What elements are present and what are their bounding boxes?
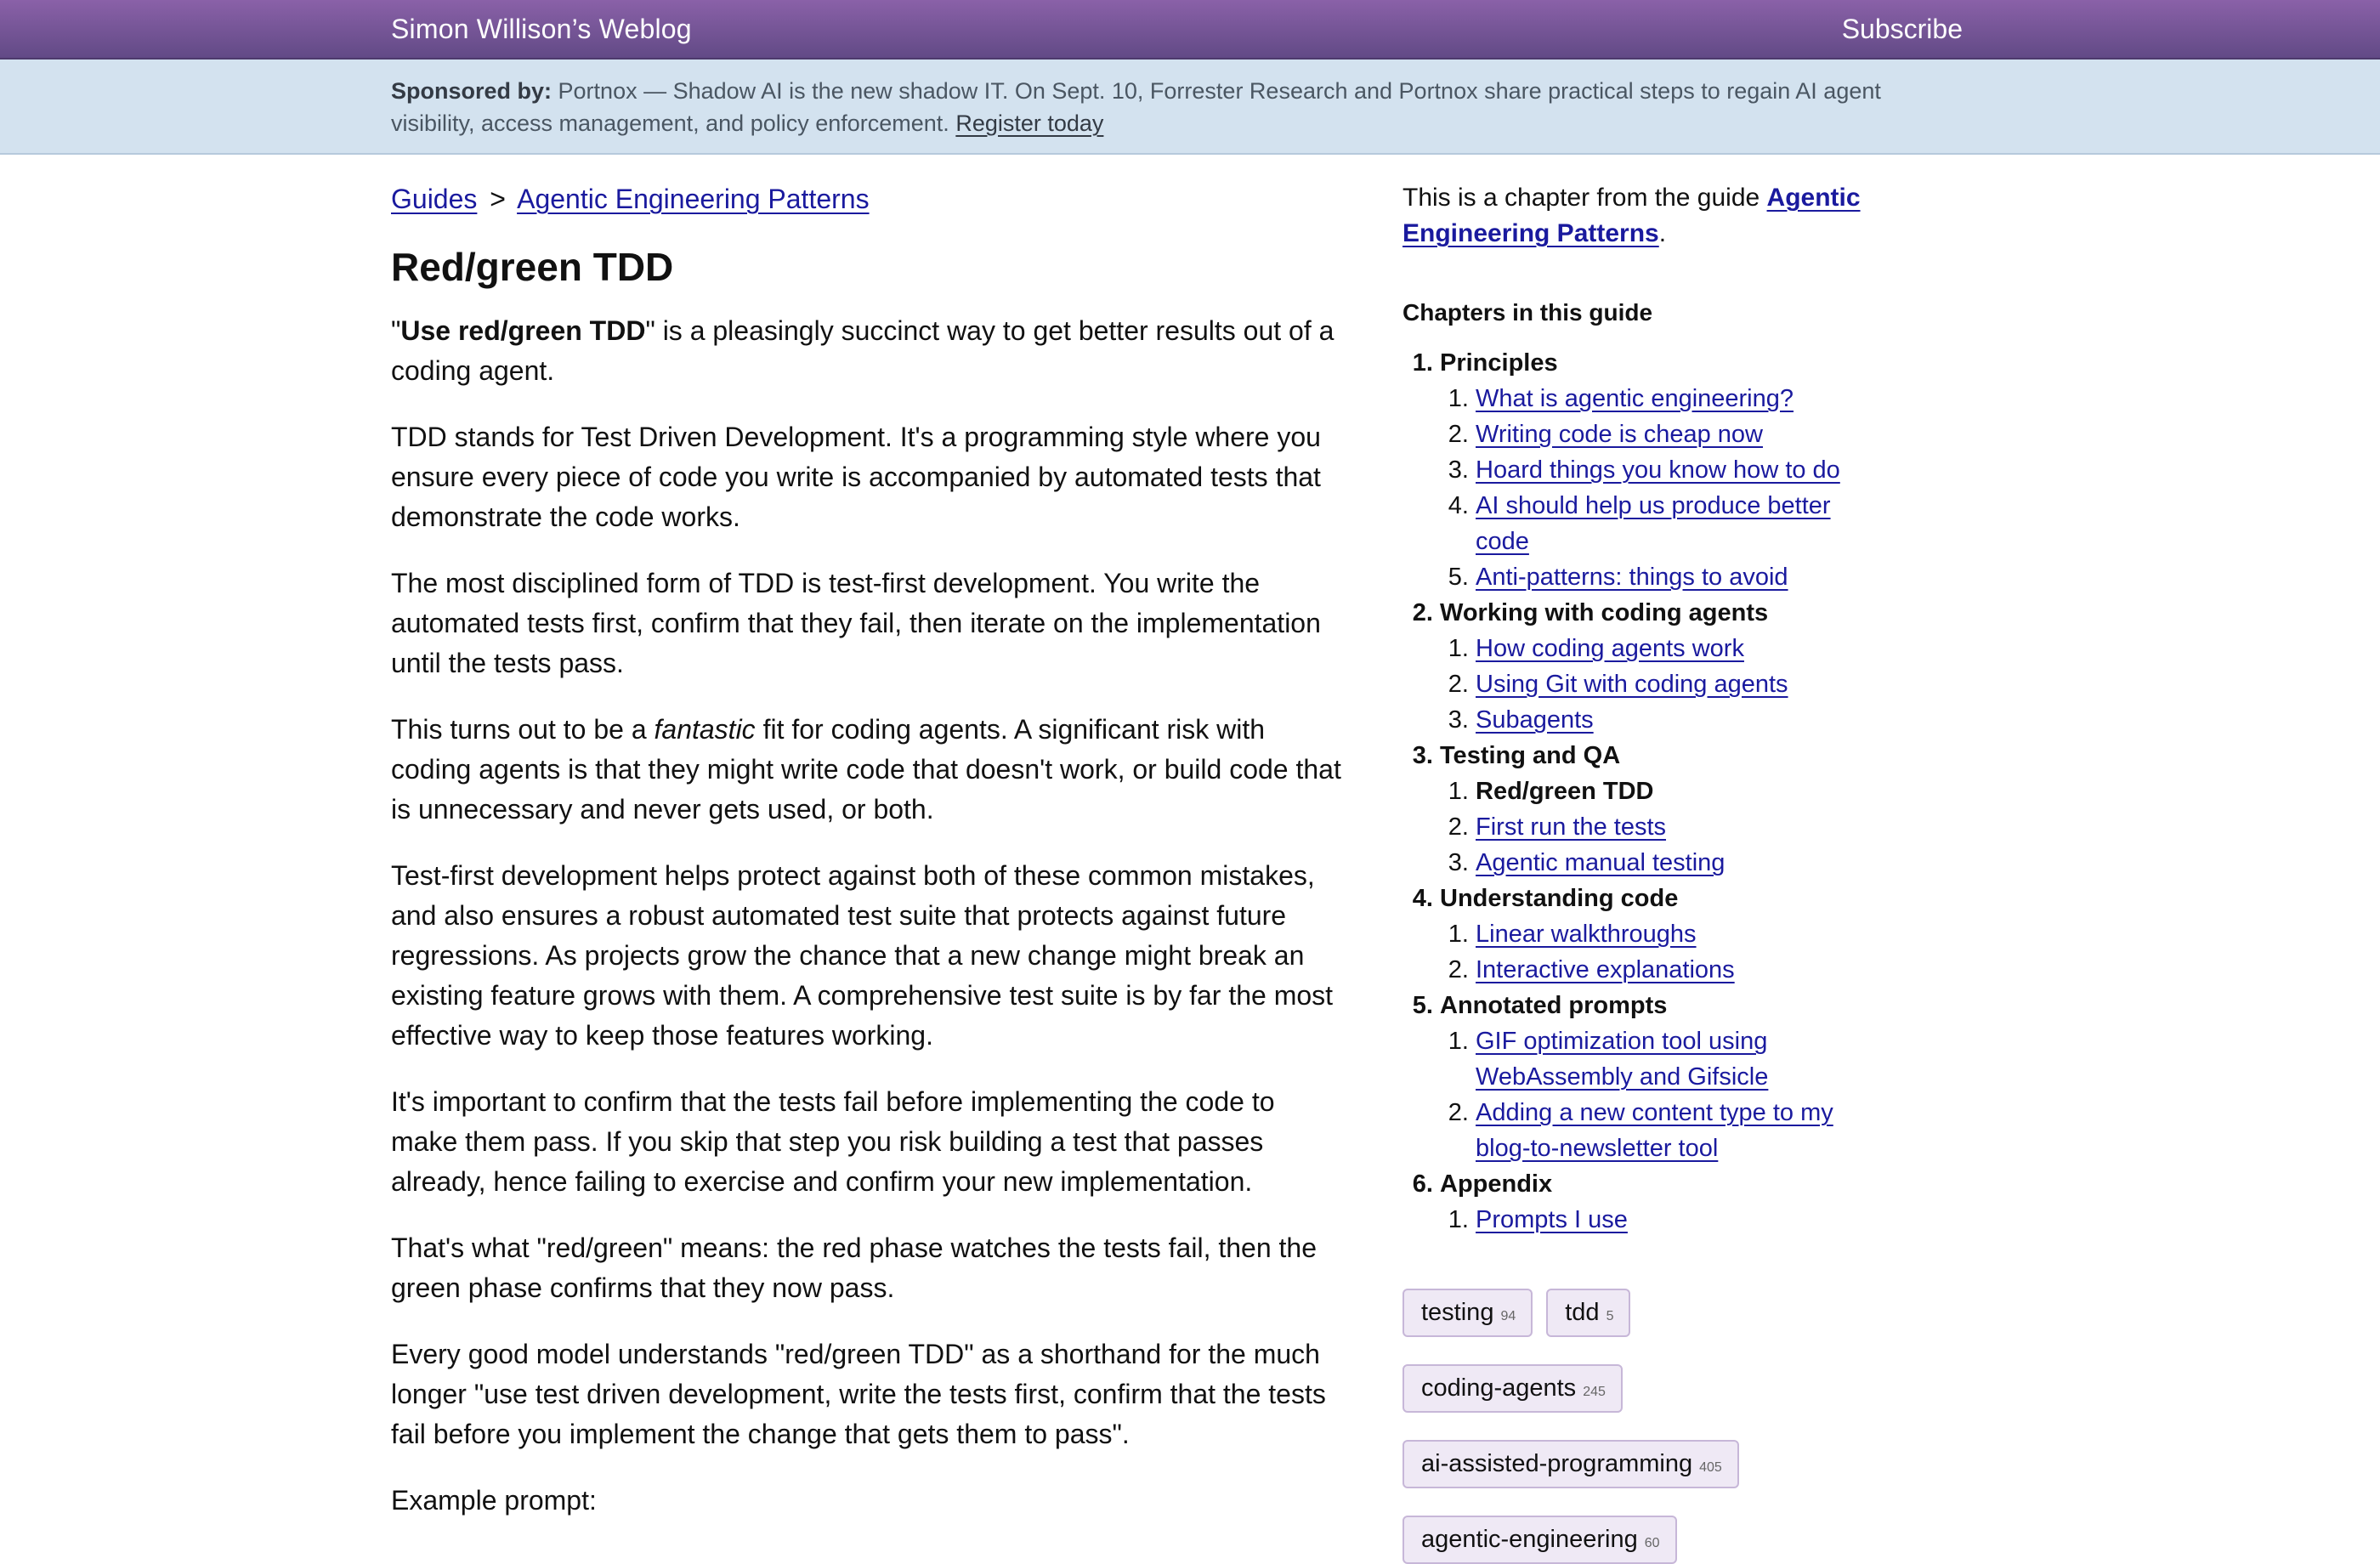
- sidebar: [1402, 180, 1878, 1564]
- chapter-link[interactable]: First run the tests: [1476, 813, 1667, 841]
- chapter-link[interactable]: Linear walkthroughs: [1476, 921, 1697, 948]
- page-title: Red/green TDD: [391, 245, 674, 289]
- tag-count: 5: [1606, 1309, 1614, 1323]
- section-title: Testing and QA: [1440, 742, 1621, 769]
- chapter-link[interactable]: Agentic manual testing: [1476, 849, 1726, 876]
- breadcrumb-guides-link[interactable]: Guides: [391, 184, 478, 214]
- fit-post: fit for coding agents. A significant risk with coding agents is that they might write code that doesn't work, or build code that is unnecessary and never gets used, or both.: [391, 714, 1341, 824]
- chapter-link[interactable]: Anti-patterns: things to avoid: [1476, 564, 1788, 591]
- chapter-link[interactable]: Adding a new content type to my blog-to-newsletter tool: [1476, 1099, 1833, 1162]
- paragraph-fit-for-agents: [391, 710, 1347, 830]
- tag-coding-agents[interactable]: [1402, 1364, 1623, 1413]
- chapter-link[interactable]: Hoard things you know how to do: [1476, 456, 1840, 484]
- tag-list: [1402, 1289, 1878, 1564]
- current-chapter: Red/green TDD: [1476, 778, 1654, 805]
- main-content: [391, 180, 1347, 1547]
- sponsor-label: Sponsored by:: [391, 78, 552, 104]
- chapter-link[interactable]: Prompts I use: [1476, 1206, 1628, 1233]
- section-appendix: [1440, 1166, 1878, 1238]
- fit-pre: This turns out to be a: [391, 714, 654, 745]
- tag-name: testing: [1421, 1299, 1494, 1326]
- quote-open: ": [391, 315, 401, 346]
- section-annotated-prompts: [1440, 988, 1878, 1166]
- chapters-heading: Chapters in this guide: [1402, 299, 1653, 326]
- sidebar-intro: [1402, 180, 1878, 252]
- tag-ai-assisted-programming[interactable]: [1402, 1440, 1739, 1488]
- intro-rest: " is a pleasingly succinct way to get better results out of a coding agent.: [391, 315, 1334, 386]
- chapter-link[interactable]: How coding agents work: [1476, 635, 1744, 662]
- subscribe-link[interactable]: Subscribe: [1841, 14, 1963, 44]
- section-title: Appendix: [1440, 1170, 1553, 1198]
- register-today-link[interactable]: Register today: [955, 110, 1104, 136]
- section-title: Working with coding agents: [1440, 599, 1769, 626]
- tag-agentic-engineering[interactable]: [1402, 1516, 1677, 1564]
- sponsor-text-block: [391, 75, 1921, 139]
- tag-count: 405: [1699, 1460, 1722, 1475]
- paragraph-test-first: The most disciplined form of TDD is test-first development. You write the automated tests first, confirm that they fail, then iterate on the implementation until the tests pass.: [391, 568, 1321, 678]
- section-testing-qa: [1440, 738, 1878, 881]
- chapter-link[interactable]: What is agentic engineering?: [1476, 385, 1794, 412]
- section-understanding-code: [1440, 881, 1878, 988]
- section-title: Understanding code: [1440, 885, 1679, 912]
- tag-name: coding-agents: [1421, 1374, 1577, 1402]
- tag-name: ai-assisted-programming: [1421, 1450, 1693, 1477]
- tag-name: agentic-engineering: [1421, 1526, 1638, 1553]
- section-title: Annotated prompts: [1440, 992, 1668, 1019]
- tag-count: 94: [1500, 1309, 1516, 1323]
- tag-tdd[interactable]: [1546, 1289, 1630, 1337]
- paragraph-shorthand: Every good model understands "red/green TDD" as a shorthand for the much longer "use test driven development, write the tests first, confirm that the tests fail before you implement the change that gets them to pass".: [391, 1339, 1326, 1449]
- section-title: Principles: [1440, 349, 1558, 377]
- sponsor-message: Portnox — Shadow AI is the new shadow IT. On Sept. 10, Forrester Research and Portnox share practical steps to regain AI agent visibility, access management, and policy enforcement.: [391, 78, 1881, 136]
- sidebar-guide-link[interactable]: Agentic Engineering Patterns: [1402, 184, 1861, 247]
- chapter-link[interactable]: GIF optimization tool using WebAssembly and Gifsicle: [1476, 1028, 1769, 1091]
- chapters-list: [1402, 345, 1878, 1238]
- top-bar: [0, 0, 2380, 60]
- paragraph-tdd-definition: TDD stands for Test Driven Development. It's a programming style where you ensure every piece of code you write is accompanied by automated tests that demonstrate the code works.: [391, 422, 1321, 532]
- paragraph-protection: Test-first development helps protect against both of these common mistakes, and also ensures a robust automated test suite that protects against future regressions. As projects grow the chance that a new change might break an existing feature grows with them. A comprehensive test suite is by far the most effective way to keep those features working.: [391, 860, 1334, 1051]
- paragraph-red-green-meaning: That's what "red/green" means: the red phase watches the tests fail, then the green phase confirms that they now pass.: [391, 1232, 1317, 1303]
- paragraph-example-prompt: Example prompt:: [391, 1485, 597, 1516]
- section-working-with-agents: [1440, 595, 1878, 738]
- breadcrumb: [391, 180, 1347, 218]
- fit-emphasis: fantastic: [654, 714, 756, 745]
- tag-name: tdd: [1565, 1299, 1600, 1326]
- intro-bold-phrase: Use red/green TDD: [400, 315, 646, 346]
- paragraph-confirm-fail: It's important to confirm that the tests fail before implementing the code to make them pass. If you skip that step you risk building a test that passes already, hence failing to exercise and confirm your new implementation.: [391, 1086, 1275, 1197]
- tag-count: 245: [1583, 1385, 1606, 1399]
- breadcrumb-separator: >: [490, 184, 506, 214]
- site-title-link[interactable]: Simon Willison’s Weblog: [391, 14, 692, 44]
- sidebar-intro-text: This is a chapter from the guide: [1402, 184, 1767, 212]
- breadcrumb-guide-link[interactable]: Agentic Engineering Patterns: [517, 184, 870, 214]
- tag-count: 60: [1644, 1536, 1660, 1550]
- chapter-link[interactable]: Using Git with coding agents: [1476, 671, 1788, 698]
- chapter-link[interactable]: Subagents: [1476, 706, 1594, 734]
- paragraph-intro: [391, 311, 1347, 391]
- chapter-link[interactable]: Interactive explanations: [1476, 956, 1735, 983]
- section-principles: [1440, 345, 1878, 595]
- sidebar-intro-period: .: [1658, 219, 1667, 247]
- tag-testing[interactable]: [1402, 1289, 1533, 1337]
- chapter-link[interactable]: Writing code is cheap now: [1476, 421, 1763, 448]
- chapter-link[interactable]: AI should help us produce better code: [1476, 492, 1831, 555]
- sponsor-banner: [0, 60, 2380, 155]
